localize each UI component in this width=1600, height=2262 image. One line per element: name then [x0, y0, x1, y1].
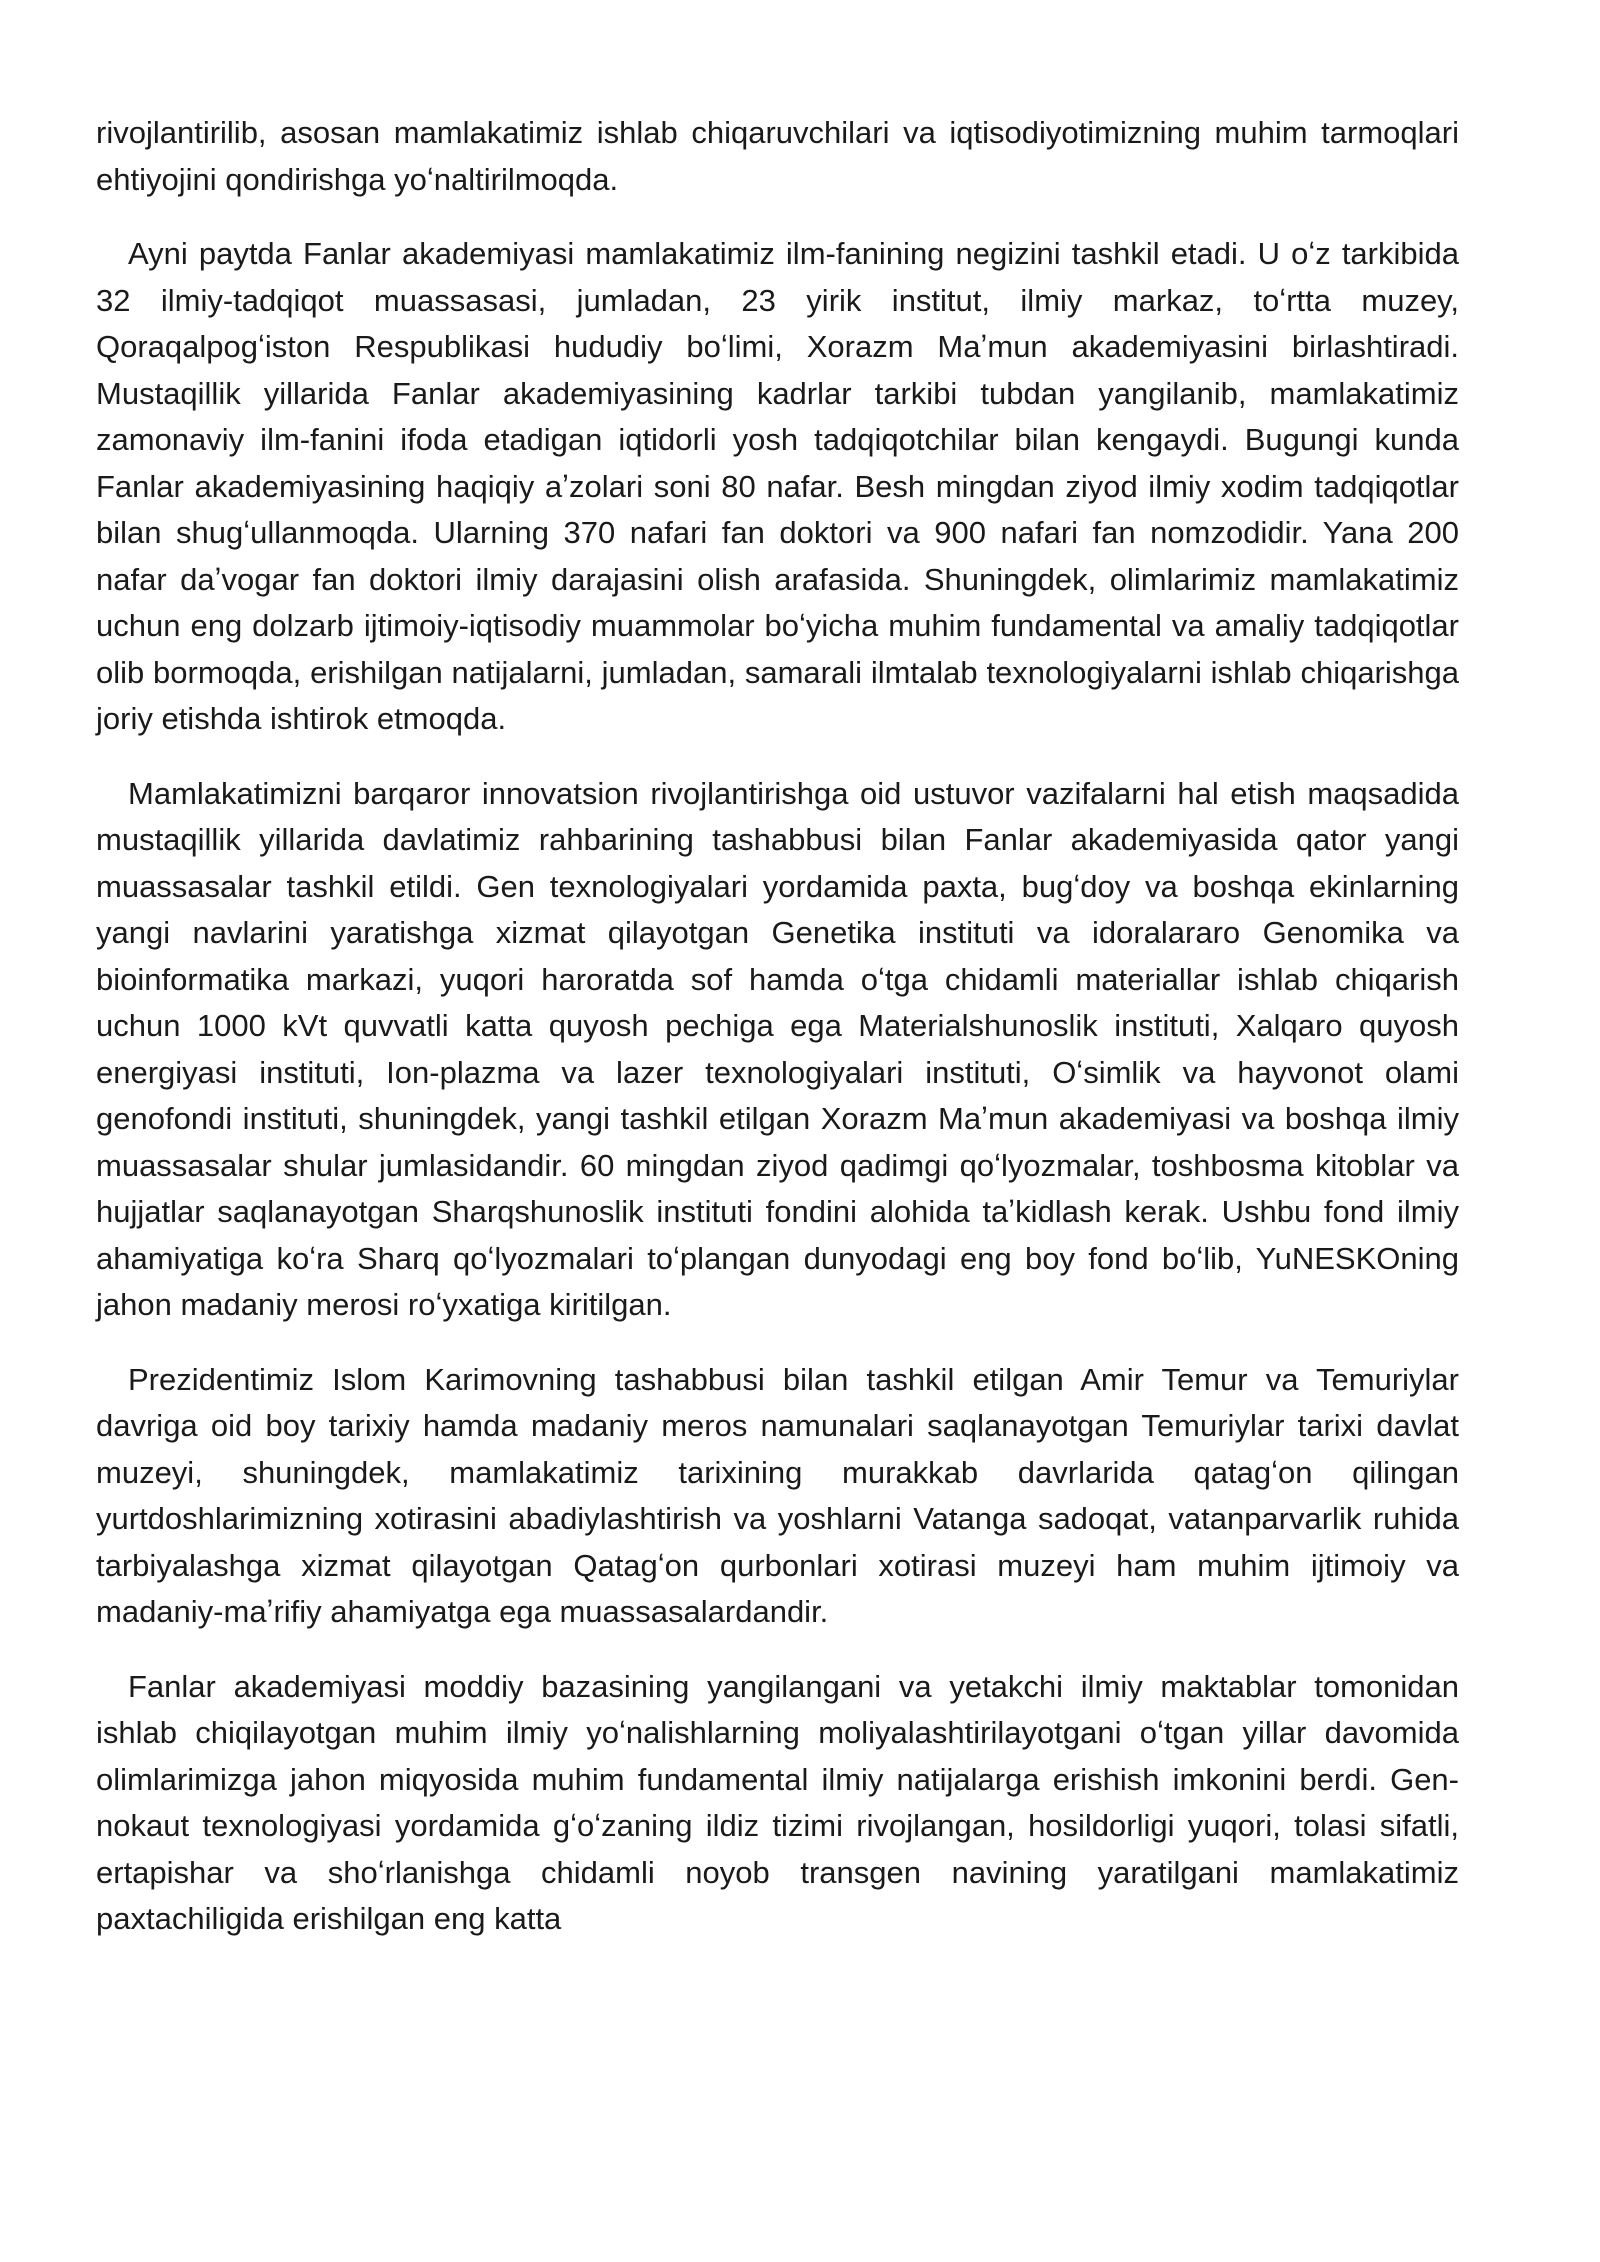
paragraph-new-institutions: Mamlakatimizni barqaror innovatsion rivojlantirishga oid ustuvor vazifalarni hal etish maqsadida mustaqillik yillarida davlatimiz rahbarining tashabbusi bilan Fanlar akademiyasida qator yangi muassasalar tashkil etildi. Gen texnologiyalari yordamida paxta, bugʻdoy va boshqa ekinlarning yangi navlarini yaratishga xizmat qilayotgan Genetika instituti va idoralararo Genomika va bioinformatika markazi, yuqori haroratda sof hamda oʻtga chidamli materiallar ishlab chiqarish uchun 1000 kVt quvvatli katta quyosh pechiga ega Materialshunoslik instituti, Xalqaro quyosh energiyasi instituti, Ion-plazma va lazer texnologiyalari instituti, Oʻsimlik va hayvonot olami genofondi instituti, shuningdek, yangi tashkil etilgan Xorazm Maʼmun akademiyasi va boshqa ilmiy muassasalar shular jumlasidandir. 60 mingdan ziyod qadimgi qoʻlyozmalar, toshbosma kitoblar va hujjatlar saqlanayotgan Sharqshunoslik instituti fondini alohida taʼkidlash kerak. Ushbu fond ilmiy ahamiyatiga koʻra Sharq qoʻlyozmalari toʻplangan dunyodagi eng boy fond boʻlib, YuNESKOning jahon madaniy merosi roʻyxatiga kiritilgan. — [96, 775, 1459, 1322]
document-page — [96, 110, 1459, 1943]
paragraph-continuation: rivojlantirilib, asosan mamlakatimiz ishlab chiqaruvchilari va iqtisodiyotimizning muhim tarmoqlari ehtiyojini qondirishga yoʻnaltirilmoqda. — [96, 115, 1459, 197]
paragraph-scientific-results: Fanlar akademiyasi moddiy bazasining yangilangani va yetakchi ilmiy maktablar tomonidan ishlab chiqilayotgan muhim ilmiy yoʻnalishlarning moliyalashtirilayotgani oʻtgan yillar davomida olimlarimizga jahon miqyosida muhim fundamental ilmiy natijalarga erishish imkonini berdi. Gen-nokaut texnologiyasi yordamida gʻoʻzaning ildiz tizimi rivojlangan, hosildorligi yuqori, tolasi sifatli, ertapishar va shoʻrlanishga chidamli noyob transgen navining yaratilgani mamlakatimiz paxtachiligida erishilgan eng katta — [96, 1668, 1459, 1936]
paragraph-museums: Prezidentimiz Islom Karimovning tashabbusi bilan tashkil etilgan Amir Temur va Temuriylar davriga oid boy tarixiy hamda madaniy meros namunalari saqlanayotgan Temuriylar tarixi davlat muzeyi, shuningdek, mamlakatimiz tarixining murakkab davrlarida qatagʻon qilingan yurtdoshlarimizning xotirasini abadiylashtirish va yoshlarni Vatanga sadoqat, vatanparvarlik ruhida tarbiyalashga xizmat qilayotgan Qatagʻon qurbonlari xotirasi muzeyi ham muhim ijtimoiy va madaniy-maʼrifiy ahamiyatga ega muassasalardandir. — [96, 1361, 1459, 1629]
paragraph-academy-overview: Ayni paytda Fanlar akademiyasi mamlakatimiz ilm-fanining negizini tashkil etadi. U oʻz tarkibida 32 ilmiy-tadqiqot muassasasi, jumladan, 23 yirik institut, ilmiy markaz, toʻrtta muzey, Qoraqalpogʻiston Respublikasi hududiy boʻlimi, Xorazm Maʼmun akademiyasini birlashtiradi. Mustaqillik yillarida Fanlar akademiyasining kadrlar tarkibi tubdan yangilanib, mamlakatimiz zamonaviy ilm-fanini ifoda etadigan iqtidorli yosh tadqiqotchilar bilan kengaydi. Bugungi kunda Fanlar akademiyasining haqiqiy aʼzolari soni 80 nafar. Besh mingdan ziyod ilmiy xodim tadqiqotlar bilan shugʻullanmoqda. Ularning 370 nafari fan doktori va 900 nafari fan nomzodidir. Yana 200 nafar daʼvogar fan doktori ilmiy darajasini olish arafasida. Shuningdek, olimlarimiz mamlakatimiz uchun eng dolzarb ijtimoiy-iqtisodiy muammolar boʻyicha muhim fundamental va amaliy tadqiqotlar olib bormoqda, erishilgan natijalarni, jumladan, samarali ilmtalab texnologiyalarni ishlab chiqarishga joriy etishda ishtirok etmoqda. — [96, 236, 1459, 736]
